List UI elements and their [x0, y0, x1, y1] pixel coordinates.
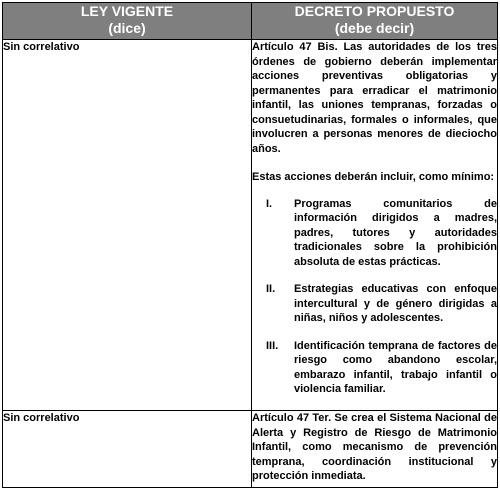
list-item-text: Estrategias educativas con enfoque intercultural y de género dirigidas a niñas, niños y adolescentes. — [294, 283, 497, 324]
list-item — [252, 282, 497, 326]
current-law-cell: Sin correlativo — [3, 40, 252, 411]
header-proposed-decree — [252, 3, 498, 40]
article-47-bis-text: Artículo 47 Bis. Las autoridades de los tres órdenes de gobierno deberán implementar acciones preventivas obligatorias y permanentes para erradicar el matrimonio infantil, las uniones tempranas, forzadas o consuetudinarias, formales o informales, que involucren a personas menores de dieciocho años. — [252, 41, 497, 155]
actions-intro-text: Estas acciones deberán incluir, como mínimo: — [252, 171, 495, 183]
list-item-number: I. — [266, 197, 273, 210]
proposed-decree-cell — [252, 411, 498, 488]
header-proposed-decree-title: DECRETO PROPUESTO — [294, 3, 455, 19]
header-proposed-decree-subtitle: (debe decir) — [334, 20, 415, 36]
proposed-decree-cell — [252, 40, 498, 411]
list-item-text: Identificación temprana de factores de riesgo como abandono escolar, embarazo infantil, trabajo infantil o violencia familiar. — [294, 339, 497, 395]
list-item-number: II. — [266, 283, 276, 295]
header-row — [3, 3, 498, 40]
actions-list — [252, 197, 497, 397]
header-current-law-title: LEY VIGENTE — [80, 3, 174, 19]
current-law-cell: Sin correlativo — [3, 411, 252, 488]
table-row — [3, 411, 498, 488]
list-item-text: Programas comunitarios de información dirigidos a madres, padres, tutores y autoridades tradicionales sobre la prohibición absoluta de estas prácticas. — [294, 197, 497, 268]
list-item — [252, 197, 497, 270]
list-item-number: III. — [266, 339, 279, 352]
table-row — [3, 40, 498, 411]
article-47-ter-text: Artículo 47 Ter. Se crea el Sistema Nacional de Alerta y Registro de Riesgo de Matrimonio Infantil, como mecanismo de prevención temprana, coordinación institucional y protección inmediata. — [252, 412, 497, 482]
header-current-law-subtitle: (dice) — [108, 20, 146, 36]
list-item — [252, 339, 497, 397]
header-current-law — [3, 3, 252, 40]
comparison-table — [2, 2, 498, 488]
